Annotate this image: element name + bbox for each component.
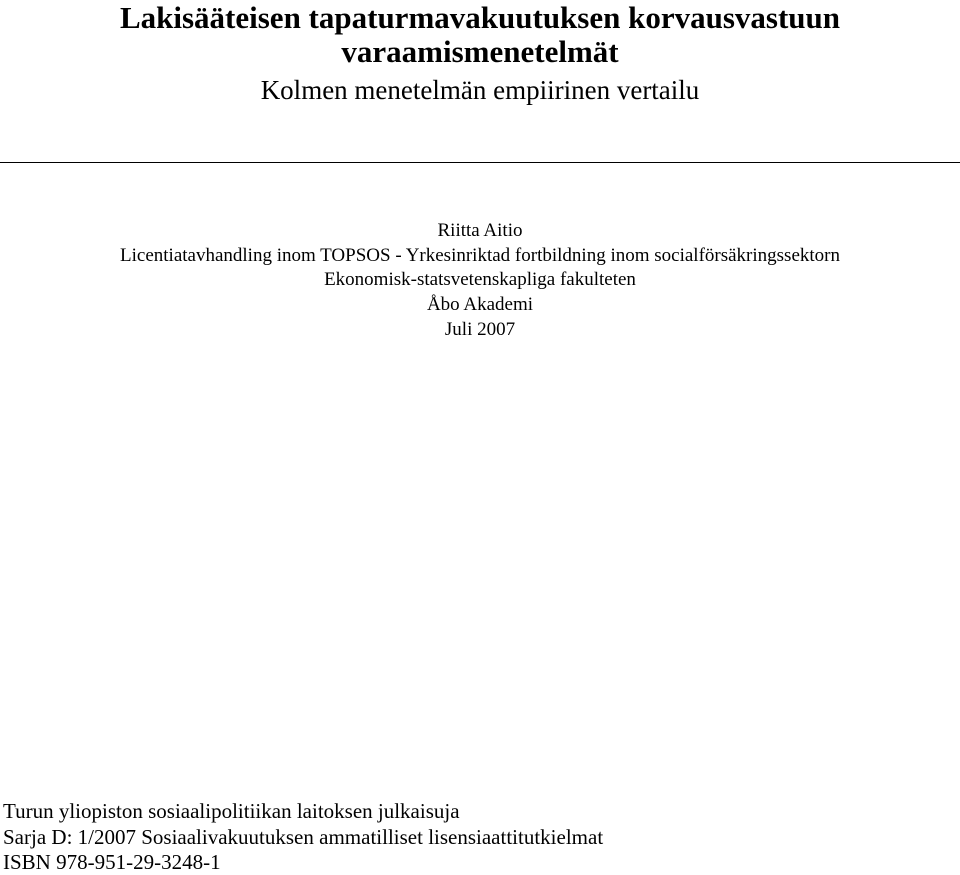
document-title-line-2: varaamismenetelmät [341, 34, 619, 69]
degree-description: Licentiatavhandling inom TOPSOS - Yrkesinriktad fortbildning inom socialförsäkringssektorn [120, 245, 840, 266]
horizontal-divider [0, 162, 960, 163]
university-name: Åbo Akademi [426, 294, 534, 315]
document-title-line-1: Lakisääteisen tapaturmavakuutuksen korvausvastuun [119, 0, 841, 35]
series-publisher: Turun yliopiston sosiaalipolitiikan laitoksen julkaisuja [3, 799, 460, 823]
faculty-name: Ekonomisk-statsvetenskapliga fakulteten [324, 269, 636, 290]
series-name: Sarja D: 1/2007 Sosiaalivakuutuksen ammatilliset lisensiaattitutkielmat [3, 825, 604, 849]
author-name: Riitta Aitio [437, 220, 523, 241]
publication-date: Juli 2007 [444, 319, 516, 340]
document-subtitle: Kolmen menetelmän empiirinen vertailu [260, 75, 700, 105]
isbn-number: ISBN 978-951-29-3248-1 [3, 850, 221, 874]
